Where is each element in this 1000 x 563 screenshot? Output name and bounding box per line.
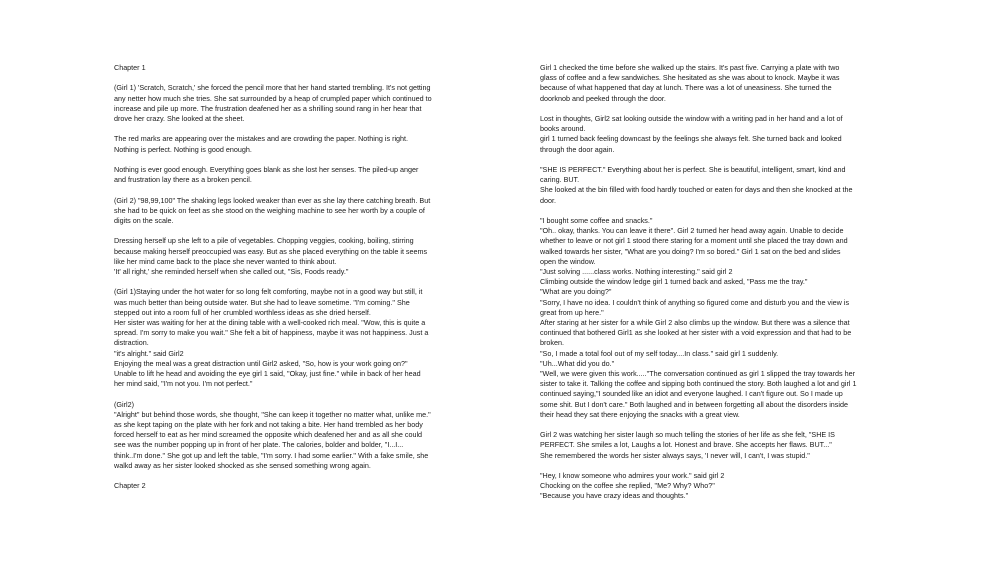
left-paragraph-2: The red marks are appearing over the mistakes and are crowding the paper. Nothing is right. Nothing is perfect. Nothing is good enough. (114, 134, 409, 154)
left-page (114, 63, 432, 502)
right-paragraph-3: "SHE IS PERFECT." Everything about her is perfect. She is beautiful, intelligent, smart, kind and caring. BUT. She looked at the bin filled with food hardly touched or eaten for days and then she knocked at the door. (540, 165, 853, 205)
left-paragraph-3: Nothing is ever good enough. Everything goes blank as she lost her senses. The piled-up anger and frustration lay there as a broken pencil. (114, 164, 419, 185)
right-page (540, 63, 858, 502)
left-paragraph-4: (Girl 2) "98,99,100" The shaking legs looked weaker than ever as she lay there catching breath. But she had to be quick on feet as she stood on the weighing machine to see her worth by a couple of digits on the scale. (114, 195, 431, 225)
right-paragraph-4: "I bought some coffee and snacks." "Oh.. okay, thanks. You can leave it there". Girl 2 turned her head away again. Unable to decide whether to leave or not girl 1 stood there staring for a moment until she placed the tray down and walked towards her sister, "What are you doing? I'm so bored." Girl 1 sat on the bed and slides open the window. "Just solving ......class works. Nothing interesting." said girl 2 Climbing outside the window ledge girl 1 turned back and asked, "Pass me the tray." "What are you doing?" "Sorry, I have no idea. I couldn't think of anything so figured come and disturb you and the view is great from up here." After staring at her sister for a while Girl 2 also climbs up the window. But there was a silence that continued that bothered Girl1 as she looked at her sister with a void expression and that had to be broken. "So, I made a total fool out of my self today....In class." said girl 1 suddenly. "Uh...What did you do." "Well, we were given this work....."The conversation continued as girl 1 slipped the tray towards her sister to take it. Talking the coffee and sipping both continued the story. Both laughed a lot and girl 1 continued saying,"I sounded like an idiot and everyone laughed. I can't figure out. So I made up some shit. But I don't care." Both laughed and in between forgetting all about the disorders inside their head they sat there enjoying the snacks with a great view. (540, 216, 857, 419)
right-paragraph-5: Girl 2 was watching her sister laugh so much telling the stories of her life as she felt, "SHE IS PERFECT. She smiles a lot, Laughs a lot. Honest and brave. She accepts her flaws. BUT..." She remembered the words her sister always says, 'I never will, I can't, I was stupid." (540, 430, 835, 460)
right-paragraph-6: "Hey, I know someone who admires your work." said girl 2 Chocking on the coffee she replied, "Me? Why? Who?" "Because you have crazy ideas and thoughts." (540, 471, 725, 501)
left-paragraph-6: (Girl 1)Staying under the hot water for so long felt comforting, maybe not in a good way but still, it was much better than being outside water. But she had to leave sometime. "I'm coming." She stepped out into a room full of her crumbled worthless ideas as she dried herself. Her sister was waiting for her at the dining table with a well-cooked rich meal. "Wow, this is quite a spread. I'm sorry to make you wait." She felt a bit of happiness, maybe it was not happiness. Just a distraction. "it's alright." said Girl2 Enjoying the meal was a great distraction until Girl2 asked, "So, how is your work going on?" Unable to lift he head and avoiding the eye girl 1 said, "Okay, just fine." while in back of her head her mind said, "I'm not you. I'm not perfect." (114, 287, 429, 389)
left-paragraph-5: Dressing herself up she left to a pile of vegetables. Chopping veggies, cooking, boiling, stirring because making herself preoccupied was easy. But as she placed everything on the table it seems like her mind came back to the place she never wanted to think about. 'It' all right,' she reminded herself when she called out, "Sis, Foods ready." (114, 236, 428, 276)
right-paragraph-1: Girl 1 checked the time before she walked up the stairs. It's past five. Carrying a plate with two glass of coffee and a few sandwiches. She hesitated as she was about to knock. Maybe it was because of what happened that day at lunch. There was a lot of uneasiness. She turned the doorknob and peeked through the door. (540, 63, 840, 103)
chapter-2-title: Chapter 2 (114, 481, 146, 491)
right-paragraph-2: Lost in thoughts, Girl2 sat looking outside the window with a writing pad in her hand and a lot of books around. girl 1 turned back feeling downcast by the feelings she always felt. She turned back and looked through the door again. (540, 114, 843, 154)
chapter-1-title: Chapter 1 (114, 63, 146, 72)
left-paragraph-7: (Girl2) "Alright" but behind those words, she thought, "She can keep it together no matter what, unlike me." as she kept taping on the plate with her fork and not taking a bite. Her hand trembled as her body forced herself to eat as her mind screamed the opposite which deafened her and as all she could see was the number popping up in front of her plate. The calories, bolder and bolder, "I...I... think..I'm done." She got up and left the table, "I'm sorry. I had some earlier." With a fake smile, she walkd away as her sister looked shocked as she sensed something wrong again. (114, 399, 431, 470)
left-paragraph-1: (Girl 1) 'Scratch, Scratch,' she forced the pencil more that her hand started trembling. It's not getting any netter how much she tries. She sat surrounded by a heap of crumpled paper which continued to increase and pile up more. The frustration deafened her as a shrilling sound rang in her hear that drove her crazy. She looked at the sheet. (114, 83, 432, 123)
